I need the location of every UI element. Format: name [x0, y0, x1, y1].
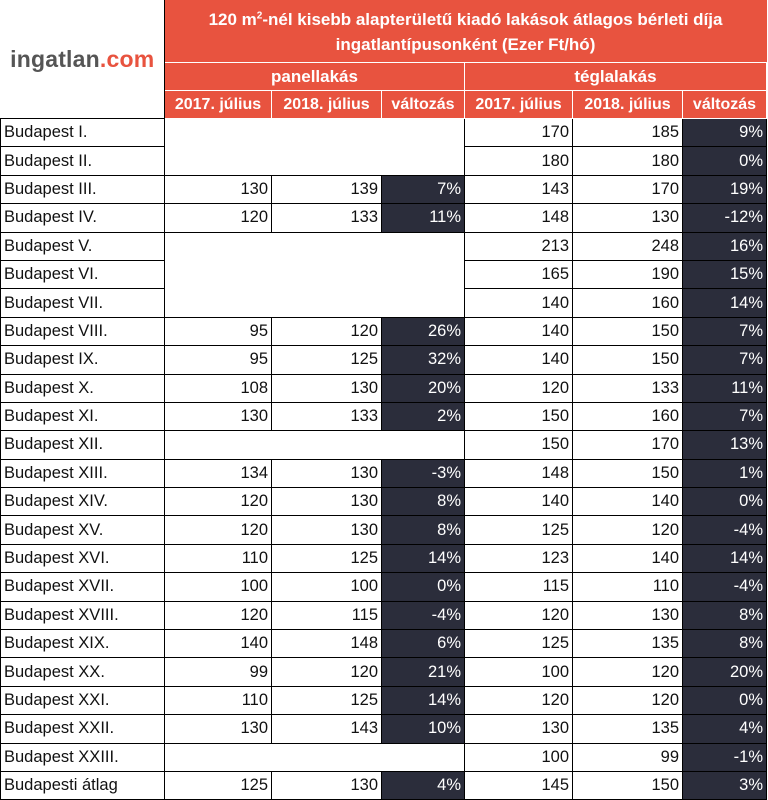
row-label: Budapest XI.: [1, 402, 165, 430]
tegla-change-cell: -1%: [683, 743, 767, 771]
tegla-2017-cell: 125: [465, 630, 573, 658]
tegla-2018-cell: 150: [573, 459, 683, 487]
tegla-2018-cell: 110: [573, 573, 683, 601]
row-label: Budapest XVIII.: [1, 601, 165, 629]
panel-change-cell: 14%: [382, 544, 465, 572]
tegla-2017-cell: 148: [465, 204, 573, 232]
panel-2017-cell: 140: [165, 630, 272, 658]
table-row: [1, 459, 767, 487]
row-label: Budapest XVI.: [1, 544, 165, 572]
table-row: [1, 686, 767, 714]
tegla-2018-cell: 185: [573, 119, 683, 147]
panel-change-cell: 20%: [382, 374, 465, 402]
table-row: [1, 630, 767, 658]
tegla-change-cell: 11%: [683, 374, 767, 402]
tegla-change-cell: 1%: [683, 459, 767, 487]
tegla-2017-cell: 170: [465, 119, 573, 147]
tegla-change-cell: 0%: [683, 147, 767, 175]
panel-2017-cell: 95: [165, 317, 272, 345]
panel-change-cell: 4%: [382, 771, 465, 799]
tegla-change-cell: 20%: [683, 658, 767, 686]
panel-empty-cell: [165, 431, 465, 459]
panel-empty-cell: [165, 119, 465, 176]
panel-change-cell: -4%: [382, 601, 465, 629]
panel-2018-cell: 139: [272, 175, 382, 203]
panel-2017-cell: 120: [165, 204, 272, 232]
row-label: Budapest XX.: [1, 658, 165, 686]
panel-2018-cell: 130: [272, 771, 382, 799]
row-label: Budapest XIX.: [1, 630, 165, 658]
row-label: Budapest II.: [1, 147, 165, 175]
table-row: [1, 374, 767, 402]
tegla-change-cell: 16%: [683, 232, 767, 260]
col-header-tegla-change: változás: [683, 91, 767, 119]
tegla-change-cell: -4%: [683, 573, 767, 601]
table-row: [1, 601, 767, 629]
panel-2018-cell: 130: [272, 459, 382, 487]
tegla-2017-cell: 123: [465, 544, 573, 572]
panel-2018-cell: 100: [272, 573, 382, 601]
col-header-panel-2017: 2017. július: [165, 91, 272, 119]
panel-2018-cell: 120: [272, 317, 382, 345]
tegla-2017-cell: 140: [465, 488, 573, 516]
panel-2017-cell: 110: [165, 686, 272, 714]
tegla-2017-cell: 120: [465, 374, 573, 402]
row-label: Budapest XXII.: [1, 715, 165, 743]
tegla-2017-cell: 150: [465, 402, 573, 430]
panel-change-cell: 11%: [382, 204, 465, 232]
logo-text-domain: .com: [99, 45, 155, 72]
tegla-2018-cell: 160: [573, 289, 683, 317]
panel-2017-cell: 130: [165, 402, 272, 430]
tegla-2017-cell: 143: [465, 175, 573, 203]
panel-2017-cell: 110: [165, 544, 272, 572]
table-row: [1, 743, 767, 771]
row-label: Budapest XXIII.: [1, 743, 165, 771]
table-row: [1, 715, 767, 743]
panel-change-cell: 0%: [382, 573, 465, 601]
tegla-change-cell: 8%: [683, 601, 767, 629]
table-row: [1, 516, 767, 544]
tegla-change-cell: 7%: [683, 346, 767, 374]
tegla-change-cell: 8%: [683, 630, 767, 658]
row-label: Budapest XXI.: [1, 686, 165, 714]
tegla-2017-cell: 165: [465, 260, 573, 288]
panel-change-cell: 8%: [382, 488, 465, 516]
panel-2017-cell: 130: [165, 175, 272, 203]
tegla-2017-cell: 130: [465, 715, 573, 743]
panel-2017-cell: 125: [165, 771, 272, 799]
table-title: 120 $m^2$-nél kisebb alapterületű kiadó lakások átlagos bérleti díja ingatlantípusonként (Ezer Ft/hó): [165, 1, 767, 63]
panel-change-cell: 7%: [382, 175, 465, 203]
tegla-2017-cell: 213: [465, 232, 573, 260]
tegla-2018-cell: 135: [573, 715, 683, 743]
panel-empty-cell: [165, 743, 465, 771]
tegla-2017-cell: 140: [465, 346, 573, 374]
panel-2018-cell: 125: [272, 686, 382, 714]
panel-2018-cell: 120: [272, 658, 382, 686]
group-header-tegla: téglalakás: [465, 63, 767, 91]
col-header-tegla-2018: 2018. július: [573, 91, 683, 119]
tegla-change-cell: 14%: [683, 544, 767, 572]
tegla-2017-cell: 140: [465, 317, 573, 345]
table-row: [1, 488, 767, 516]
panel-change-cell: 10%: [382, 715, 465, 743]
panel-change-cell: 21%: [382, 658, 465, 686]
row-label: Budapest VIII.: [1, 317, 165, 345]
tegla-2017-cell: 140: [465, 289, 573, 317]
table-row: [1, 204, 767, 232]
tegla-change-cell: -4%: [683, 516, 767, 544]
row-label: Budapest I.: [1, 119, 165, 147]
tegla-2018-cell: 135: [573, 630, 683, 658]
tegla-change-cell: -12%: [683, 204, 767, 232]
col-header-panel-2018: 2018. július: [272, 91, 382, 119]
tegla-change-cell: 13%: [683, 431, 767, 459]
tegla-2017-cell: 120: [465, 601, 573, 629]
panel-change-cell: -3%: [382, 459, 465, 487]
tegla-change-cell: 15%: [683, 260, 767, 288]
tegla-2018-cell: 120: [573, 686, 683, 714]
table-row: [1, 346, 767, 374]
panel-2018-cell: 133: [272, 204, 382, 232]
tegla-change-cell: 14%: [683, 289, 767, 317]
panel-2017-cell: 120: [165, 516, 272, 544]
panel-2018-cell: 148: [272, 630, 382, 658]
table-row: [1, 175, 767, 203]
panel-2017-cell: 108: [165, 374, 272, 402]
row-label: Budapest X.: [1, 374, 165, 402]
panel-2018-cell: 125: [272, 346, 382, 374]
tegla-2018-cell: 120: [573, 658, 683, 686]
panel-2018-cell: 115: [272, 601, 382, 629]
tegla-2018-cell: 170: [573, 175, 683, 203]
tegla-2017-cell: 180: [465, 147, 573, 175]
table-row: [1, 402, 767, 430]
panel-change-cell: 8%: [382, 516, 465, 544]
panel-2018-cell: 130: [272, 374, 382, 402]
tegla-2018-cell: 150: [573, 346, 683, 374]
panel-2017-cell: 99: [165, 658, 272, 686]
col-header-tegla-2017: 2017. július: [465, 91, 573, 119]
row-label: Budapest XIII.: [1, 459, 165, 487]
tegla-2017-cell: 115: [465, 573, 573, 601]
tegla-change-cell: 0%: [683, 686, 767, 714]
tegla-2018-cell: 248: [573, 232, 683, 260]
table-body: [1, 119, 767, 800]
table-row: [1, 232, 767, 260]
row-label: Budapest V.: [1, 232, 165, 260]
tegla-2018-cell: 150: [573, 771, 683, 799]
panel-2018-cell: 143: [272, 715, 382, 743]
panel-change-cell: 26%: [382, 317, 465, 345]
panel-2018-cell: 130: [272, 516, 382, 544]
panel-2018-cell: 130: [272, 488, 382, 516]
tegla-change-cell: 7%: [683, 402, 767, 430]
tegla-2018-cell: 190: [573, 260, 683, 288]
col-header-panel-change: változás: [382, 91, 465, 119]
row-label: Budapest VI.: [1, 260, 165, 288]
tegla-2017-cell: 148: [465, 459, 573, 487]
row-label: Budapest IV.: [1, 204, 165, 232]
tegla-change-cell: 3%: [683, 771, 767, 799]
tegla-change-cell: 0%: [683, 488, 767, 516]
table-row: [1, 658, 767, 686]
tegla-2017-cell: 100: [465, 658, 573, 686]
tegla-change-cell: 19%: [683, 175, 767, 203]
tegla-2018-cell: 130: [573, 204, 683, 232]
row-label: Budapest XVII.: [1, 573, 165, 601]
row-label: Budapesti átlag: [1, 771, 165, 799]
tegla-2017-cell: 145: [465, 771, 573, 799]
tegla-change-cell: 7%: [683, 317, 767, 345]
logo: [1, 1, 165, 119]
tegla-2018-cell: 150: [573, 317, 683, 345]
panel-2017-cell: 130: [165, 715, 272, 743]
table-row: [1, 544, 767, 572]
tegla-change-cell: 4%: [683, 715, 767, 743]
row-label: Budapest XIV.: [1, 488, 165, 516]
logo-text-main: ingatlan: [10, 45, 100, 72]
group-header-panel: panellakás: [165, 63, 465, 91]
row-label: Budapest III.: [1, 175, 165, 203]
row-label: Budapest XII.: [1, 431, 165, 459]
tegla-2017-cell: 100: [465, 743, 573, 771]
panel-change-cell: 6%: [382, 630, 465, 658]
panel-2017-cell: 100: [165, 573, 272, 601]
tegla-2018-cell: 99: [573, 743, 683, 771]
tegla-2017-cell: 120: [465, 686, 573, 714]
table-row: [1, 573, 767, 601]
tegla-2018-cell: 170: [573, 431, 683, 459]
panel-2017-cell: 120: [165, 601, 272, 629]
panel-2018-cell: 125: [272, 544, 382, 572]
tegla-2018-cell: 130: [573, 601, 683, 629]
row-label: Budapest VII.: [1, 289, 165, 317]
panel-2017-cell: 95: [165, 346, 272, 374]
tegla-2017-cell: 150: [465, 431, 573, 459]
tegla-2018-cell: 140: [573, 488, 683, 516]
panel-2017-cell: 134: [165, 459, 272, 487]
tegla-2018-cell: 160: [573, 402, 683, 430]
panel-2017-cell: 120: [165, 488, 272, 516]
panel-change-cell: 2%: [382, 402, 465, 430]
row-label: Budapest IX.: [1, 346, 165, 374]
tegla-change-cell: 9%: [683, 119, 767, 147]
row-label: Budapest XV.: [1, 516, 165, 544]
panel-change-cell: 14%: [382, 686, 465, 714]
table-row: [1, 317, 767, 345]
panel-empty-cell: [165, 232, 465, 317]
tegla-2017-cell: 125: [465, 516, 573, 544]
table-row: [1, 119, 767, 147]
tegla-2018-cell: 180: [573, 147, 683, 175]
tegla-2018-cell: 133: [573, 374, 683, 402]
panel-change-cell: 32%: [382, 346, 465, 374]
table-row: [1, 431, 767, 459]
tegla-2018-cell: 140: [573, 544, 683, 572]
panel-2018-cell: 133: [272, 402, 382, 430]
tegla-2018-cell: 120: [573, 516, 683, 544]
